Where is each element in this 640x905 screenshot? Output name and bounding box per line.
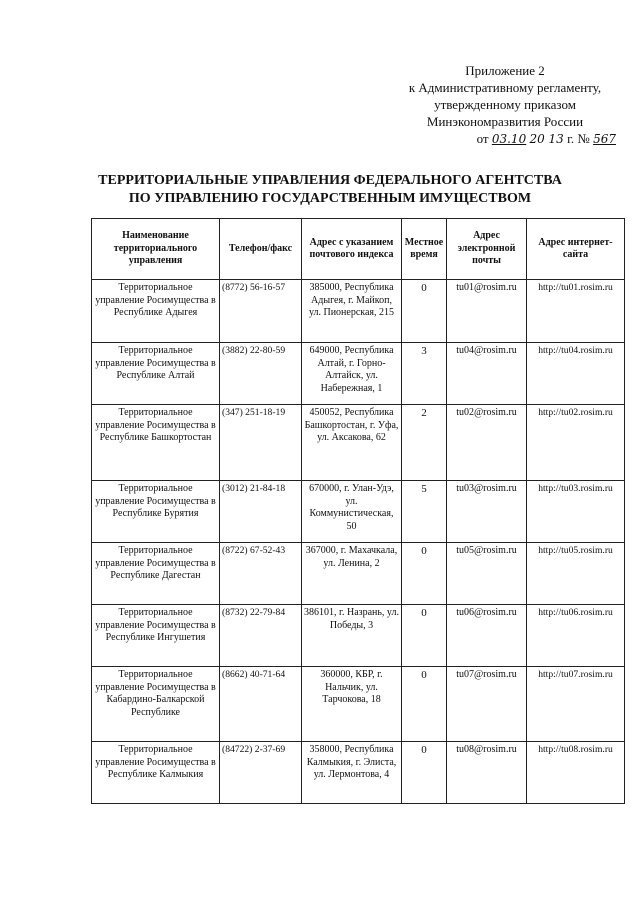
cell-address: 367000, г. Махачкала, ул. Ленина, 2 [302, 543, 402, 605]
table-row [92, 605, 625, 667]
cell-email: tu07@rosim.ru [447, 667, 527, 742]
cell-phone: (84722) 2-37-69 [220, 742, 302, 804]
cell-address: 358000, Республика Калмыкия, г. Элиста, ул. Лермонтова, 4 [302, 742, 402, 804]
cell-phone: (347) 251-18-19 [220, 405, 302, 481]
cell-name: Территориальное управление Росимущества в Республике Алтай [92, 343, 220, 405]
cell-local-time: 5 [402, 481, 447, 543]
cell-name: Территориальное управление Росимущества в Республике Ингушетия [92, 605, 220, 667]
cell-local-time: 0 [402, 667, 447, 742]
cell-address: 450052, Республика Башкортостан, г. Уфа, ул. Аксакова, 62 [302, 405, 402, 481]
title-line-1: ТЕРРИТОРИАЛЬНЫЕ УПРАВЛЕНИЯ ФЕДЕРАЛЬНОГО АГЕНТСТВА [98, 173, 562, 188]
cell-email: tu03@rosim.ru [447, 481, 527, 543]
cell-website: http://tu08.rosim.ru [527, 742, 625, 804]
cell-phone: (3012) 21-84-18 [220, 481, 302, 543]
cell-website: http://tu07.rosim.ru [527, 667, 625, 742]
cell-name: Территориальное управление Росимущества в Республике Калмыкия [92, 742, 220, 804]
table-header-row [92, 219, 625, 280]
header-address: Адрес с указанием почтового индекса [302, 219, 402, 280]
cell-name: Территориальное управление Росимущества в Республике Башкортостан [92, 405, 220, 481]
appendix-title: Приложение 2 [465, 63, 545, 78]
table-row [92, 481, 625, 543]
cell-email: tu06@rosim.ru [447, 605, 527, 667]
cell-name: Территориальное управление Росимущества в Кабардино-Балкарской Республике [92, 667, 220, 742]
cell-phone: (3882) 22-80-59 [220, 343, 302, 405]
table-row [92, 343, 625, 405]
header-phone: Телефон/факс [220, 219, 302, 280]
cell-website: http://tu02.rosim.ru [527, 405, 625, 481]
cell-email: tu04@rosim.ru [447, 343, 527, 405]
cell-website: http://tu06.rosim.ru [527, 605, 625, 667]
table-row [92, 543, 625, 605]
cell-email: tu05@rosim.ru [447, 543, 527, 605]
cell-address: 670000, г. Улан-Удэ, ул. Коммунистическая, 50 [302, 481, 402, 543]
header-email: Адрес электронной почты [447, 219, 527, 280]
cell-local-time: 3 [402, 343, 447, 405]
handwritten-order-number: 567 [593, 132, 616, 146]
document-title [60, 172, 600, 208]
appendix-date-line [380, 130, 630, 148]
cell-website: http://tu05.rosim.ru [527, 543, 625, 605]
title-line-2: ПО УПРАВЛЕНИЮ ГОСУДАРСТВЕННЫМ ИМУЩЕСТВОМ [128, 191, 532, 206]
year-suffix: г. № [567, 131, 590, 146]
date-prefix: от [476, 131, 489, 146]
cell-address: 360000, КБР, г. Нальчик, ул. Тарчокова, 18 [302, 667, 402, 742]
cell-address: 385000, Республика Адыгея, г. Майкоп, ул. Пионерская, 215 [302, 280, 402, 343]
cell-local-time: 0 [402, 742, 447, 804]
cell-website: http://tu03.rosim.ru [527, 481, 625, 543]
cell-local-time: 0 [402, 280, 447, 343]
appendix-block [380, 62, 630, 148]
cell-website: http://tu04.rosim.ru [527, 343, 625, 405]
agencies-table [91, 218, 625, 804]
appendix-approved-by: утвержденному приказом [434, 97, 576, 112]
cell-local-time: 0 [402, 605, 447, 667]
cell-phone: (8732) 22-79-84 [220, 605, 302, 667]
appendix-regulation-ref: к Административному регламенту, [408, 80, 602, 95]
header-website: Адрес интернет-сайта [527, 219, 625, 280]
cell-address: 386101, г. Назрань, ул. Победы, 3 [302, 605, 402, 667]
cell-website: http://tu01.rosim.ru [527, 280, 625, 343]
cell-name: Территориальное управление Росимущества в Республике Бурятия [92, 481, 220, 543]
table-row [92, 405, 625, 481]
handwritten-year: 20 13 [529, 132, 564, 146]
cell-email: tu01@rosim.ru [447, 280, 527, 343]
table-row [92, 667, 625, 742]
table-row [92, 742, 625, 804]
cell-name: Территориальное управление Росимущества в Республике Дагестан [92, 543, 220, 605]
cell-local-time: 2 [402, 405, 447, 481]
cell-name: Территориальное управление Росимущества в Республике Адыгея [92, 280, 220, 343]
cell-phone: (8722) 67-52-43 [220, 543, 302, 605]
handwritten-date: 03.10 [491, 132, 527, 146]
cell-phone: (8772) 56-16-57 [220, 280, 302, 343]
cell-address: 649000, Республика Алтай, г. Горно-Алтайск, ул. Набережная, 1 [302, 343, 402, 405]
cell-email: tu02@rosim.ru [447, 405, 527, 481]
cell-local-time: 0 [402, 543, 447, 605]
cell-phone: (8662) 40-71-64 [220, 667, 302, 742]
header-name: Наименование территориального управления [92, 219, 220, 280]
table-row [92, 280, 625, 343]
appendix-ministry: Минэкономразвития России [426, 114, 584, 129]
cell-email: tu08@rosim.ru [447, 742, 527, 804]
header-local-time: Местное время [402, 219, 447, 280]
